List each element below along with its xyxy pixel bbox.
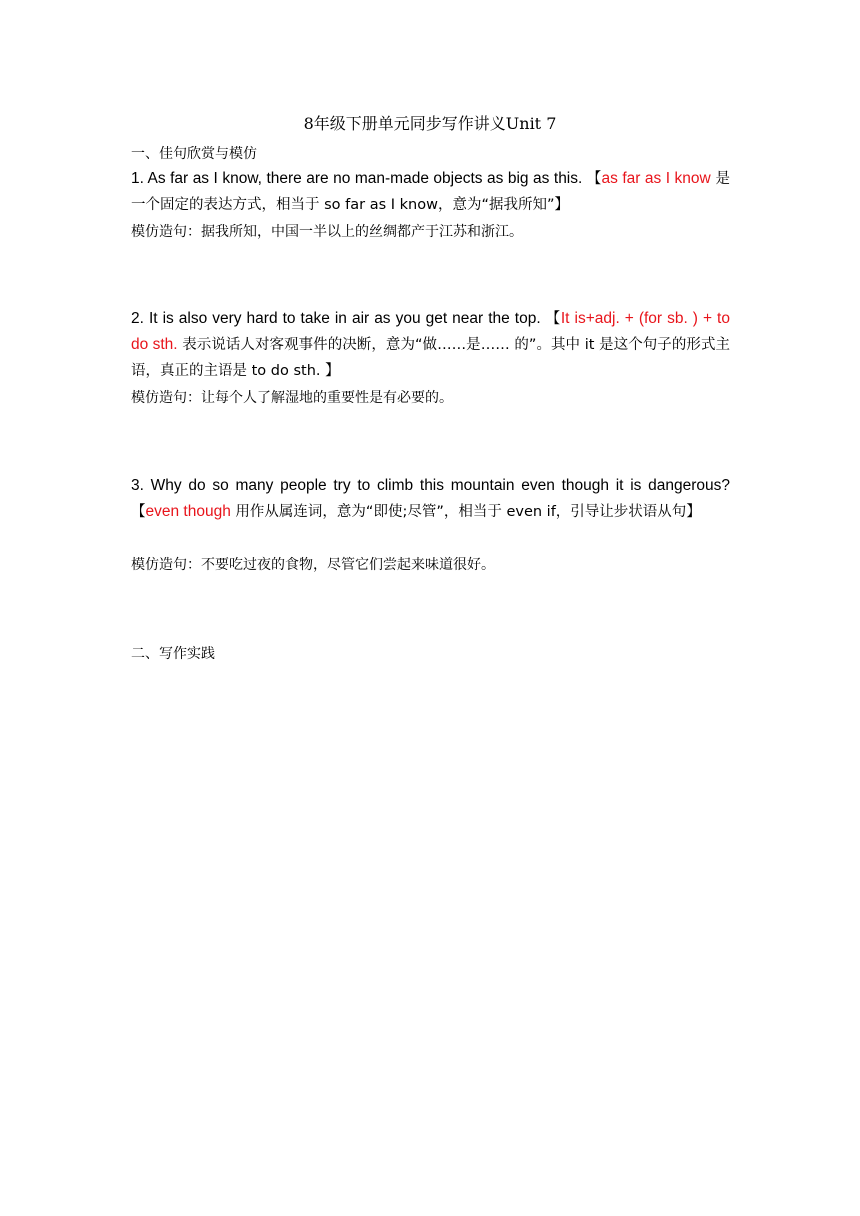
highlight-phrase: It is+adj. + (for sb. ) + to do sth. [131,310,730,353]
page-title: 8年级下册单元同步写作讲义Unit 7 [303,114,557,133]
explanation-text: 是一个固定的表达方式，相当于 so far as I know，意为“据我所知” [131,171,731,213]
sentence-text: 1. As far as I know, there are no man-made objects as big as this. [131,170,587,187]
explanation-text: 用作从属连词，意为“即使;尽管”，相当于 even if，引导让步状语从句 [230,504,687,520]
sentence-text: 3. Why do so many people try to climb this mountain even though it is dangerous? [131,477,730,494]
explanation-text: 表示说话人对客观事件的决断，意为“做……是…… 的”。其中 it 是这个句子的形式主语，真正的主语是 to do sth. [131,337,730,379]
bracket-open: 【 [586,171,602,187]
section-heading-practice: 二、写作实践 [131,646,215,662]
section-heading-appreciation: 一、佳句欣赏与模仿 [131,146,257,162]
imitation-prompt-3: 模仿造句：不要吃过夜的食物，尽管它们尝起来味道很好。 [131,557,495,573]
bracket-open: 【 [131,504,146,520]
highlight-phrase: even though [145,503,231,520]
bracket-close: 】 [554,197,569,213]
bracket-close: 】 [325,363,340,379]
example-sentence-2 [131,306,730,384]
example-sentence-3 [131,473,730,525]
imitation-prompt-1: 模仿造句：据我所知，中国一半以上的丝绸都产于江苏和浙江。 [131,224,523,240]
bracket-close: 】 [686,504,701,520]
highlight-phrase: as far as I know [601,170,711,187]
sentence-text: 2. It is also very hard to take in air as you get near the top. [131,310,546,327]
imitation-prompt-2: 模仿造句：让每个人了解湿地的重要性是有必要的。 [131,390,453,406]
bracket-open: 【 [545,311,561,327]
example-sentence-1 [131,166,730,218]
